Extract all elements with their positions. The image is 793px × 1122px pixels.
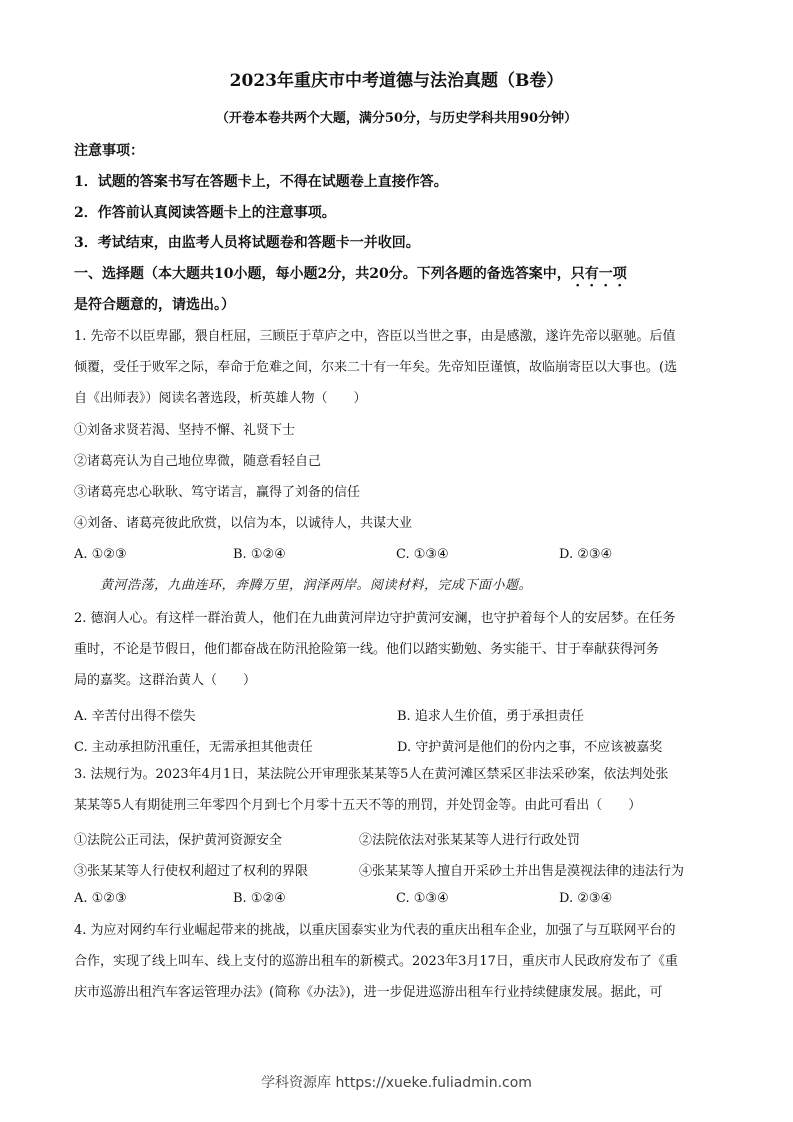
question-text: 某某等5人有期徒刑三年零四个月到七个月零十五天不等的刑罚，并处罚金等。由此可看出（ ） — [74, 798, 642, 813]
option-b: B. 追求人生价值，勇于承担责任 — [397, 709, 584, 724]
emphasis-char: 只 — [570, 266, 585, 282]
question-text: 合作，实现了线上叫车、线上支付的巡游出租车的新模式。2023年3月17日，重庆市人民政府发布了《重 — [74, 954, 678, 969]
option-d: D. ②③④ — [559, 547, 613, 562]
notice-item: 3．考试结束，由监考人员将试题卷和答题卡一并收回。 — [74, 235, 420, 251]
page-subtitle: （开卷本卷共两个大题，满分50分，与历史学科共用90分钟） — [215, 111, 578, 126]
option-b: B. ①②④ — [233, 891, 286, 906]
option-a: A. ①②③ — [74, 891, 127, 906]
option-c: C. ①③④ — [396, 547, 449, 562]
question-text: 倾覆，受任于败军之际，奉命于危难之间，尔来二十有一年矣。先帝知臣谨慎，故临崩寄臣以大事也。(选 — [74, 360, 678, 375]
footer-watermark: 学科资源库 https://xueke.fuliadmin.com — [261, 1075, 532, 1091]
question-text: 3. 法规行为。2023年4月1日，某法院公开审理张某某等5人在黄河滩区禁采区非法采砂案，依法判处张 — [74, 767, 669, 782]
statement: ④刘备、诸葛亮彼此欣赏，以信为本，以诚待人，共谋大业 — [74, 516, 413, 531]
statement: ①法院公正司法，保护黄河资源安全 — [74, 833, 283, 848]
option-c: C. ①③④ — [396, 891, 449, 906]
notice-item: 2．作答前认真阅读答题卡上的注意事项。 — [74, 205, 336, 221]
option-d: D. 守护黄河是他们的份内之事，不应该被嘉奖 — [397, 740, 663, 755]
option-a: A. ①②③ — [74, 547, 127, 562]
emphasis-char: 一 — [598, 266, 613, 282]
question-text: 重时，不论是节假日，他们都奋战在防汛抢险第一线。他们以踏实勤勉、务实能干、甘于奉献获得河务 — [74, 642, 660, 657]
statement: ③诸葛亮忠心耿耿、笃守诺言，赢得了刘备的信任 — [74, 485, 361, 500]
notice-item: 1．试题的答案书写在答题卡上，不得在试题卷上直接作答。 — [74, 174, 448, 190]
question-text: 2. 德润人心。有这样一群治黄人，他们在九曲黄河岸边守护黄河安澜，也守护着每个人的安居梦。在任务 — [74, 611, 676, 626]
section-heading-line1 — [74, 266, 627, 282]
question-text: 局的嘉奖。这群治黄人（ ） — [74, 673, 257, 688]
section-heading-text: 一、选择题（本大题共10小题，每小题2分，共20分。下列各题的备选答案中， — [74, 266, 571, 282]
section-heading-line2: 是符合题意的，请选出。） — [74, 297, 235, 313]
option-d: D. ②③④ — [559, 891, 613, 906]
emphasis-char: 有 — [584, 266, 599, 282]
statement: ②法院依法对张某某等人进行行政处罚 — [359, 833, 581, 848]
statement: ②诸葛亮认为自己地位卑微，随意看轻自己 — [74, 454, 322, 469]
question-text: 4. 为应对网约车行业崛起带来的挑战，以重庆国泰实业为代表的重庆出租车企业，加强了与互联网平台的 — [74, 923, 676, 938]
question-text: 庆市巡游出租汽车客运管理办法》(简称《办法》)，进一步促进巡游出租车行业持续健康发展。据此，可 — [74, 985, 663, 1000]
statement: ③张某某等人行使权利超过了权利的界限 — [74, 864, 309, 879]
emphasis-char: 项 — [612, 266, 627, 282]
question-text: 1. 先帝不以臣卑鄙，猥自枉屈，三顾臣于草庐之中，咨臣以当世之事，由是感激，遂许先帝以驱驰。后值 — [74, 329, 676, 344]
option-b: B. ①②④ — [233, 547, 286, 562]
option-c: C. 主动承担防汛重任，无需承担其他责任 — [74, 740, 313, 755]
statement: ①刘备求贤若渴、坚持不懈、礼贤下士 — [74, 423, 296, 438]
option-a: A. 辛苦付出得不偿失 — [74, 709, 196, 724]
question-text: 自《出师表》）阅读名著选段，析英雄人物（ ） — [74, 391, 367, 406]
page-title: 2023年重庆市中考道德与法治真题（B卷） — [229, 71, 564, 91]
statement: ④张某某等人擅自开采砂土并出售是漠视法律的违法行为 — [359, 864, 685, 879]
notice-heading: 注意事项： — [74, 143, 144, 159]
reading-material: 黄河浩荡，九曲连环，奔腾万里，润泽两岸。阅读材料，完成下面小题。 — [100, 578, 533, 593]
